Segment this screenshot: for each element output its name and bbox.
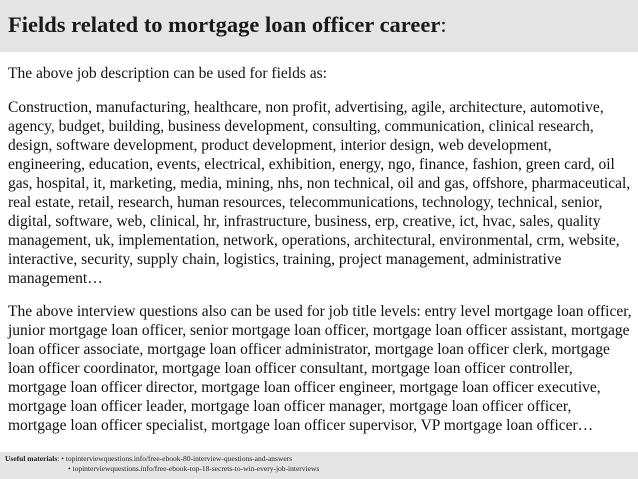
slide-title <box>8 12 447 37</box>
footer-bar <box>0 452 638 479</box>
slide-title-colon: : <box>440 12 447 37</box>
slide-title-text: Fields related to mortgage loan officer career <box>8 12 441 37</box>
fields-paragraph: Construction, manufacturing, healthcare, non profit, advertising, agile, architecture, automotive, agency, budget, building, business development, consulting, communication, clinical research, design, software development, product development, interior design, web development, engineering, education, events, electrical, exhibition, energy, ngo, finance, fashion, green card, oil gas, hospital, it, marketing, media, mining, nhs, non technical, oil and gas, offshore, pharmaceutical, real estate, retail, research, human resources, telecommunications, technology, technical, senior, digital, software, web, clinical, hr, infrastructure, business, erp, creative, ict, hvac, sales, quality management, uk, implementation, network, operations, architectural, environmental, crm, website, interactive, security, supply chain, logistics, training, project management, administrative management… <box>8 99 631 287</box>
footer-link-1[interactable]: • topinterviewquestions.info/free-ebook-80-interview-questions-and-answers <box>61 454 293 463</box>
footer-separator: : <box>57 454 62 463</box>
job-titles-paragraph: The above interview questions also can be used for job title levels: entry level mortgage loan officer, junior mortgage loan officer, senior mortgage loan officer, mortgage loan officer assistant, mortgage loan officer associate, mortgage loan officer administrator, mortgage loan officer clerk, mortgage loan officer coordinator, mortgage loan officer consultant, mortgage loan officer controller, mortgage loan officer director, mortgage loan officer engineer, mortgage loan officer executive, mortgage loan officer leader, mortgage loan officer manager, mortgage loan officer officer, mortgage loan officer specialist, mortgage loan officer supervisor, VP mortgage loan officer… <box>8 303 632 434</box>
footer-row-2 <box>5 464 638 474</box>
title-bar <box>0 0 638 52</box>
footer-link-2[interactable]: • topinterviewquestions.info/free-ebook-top-18-secrets-to-win-every-job-interviews <box>68 463 320 473</box>
footer-label: Useful materials <box>5 454 58 463</box>
intro-text: The above job description can be used for fields as: <box>8 65 327 82</box>
footer-row-1 <box>5 454 638 464</box>
